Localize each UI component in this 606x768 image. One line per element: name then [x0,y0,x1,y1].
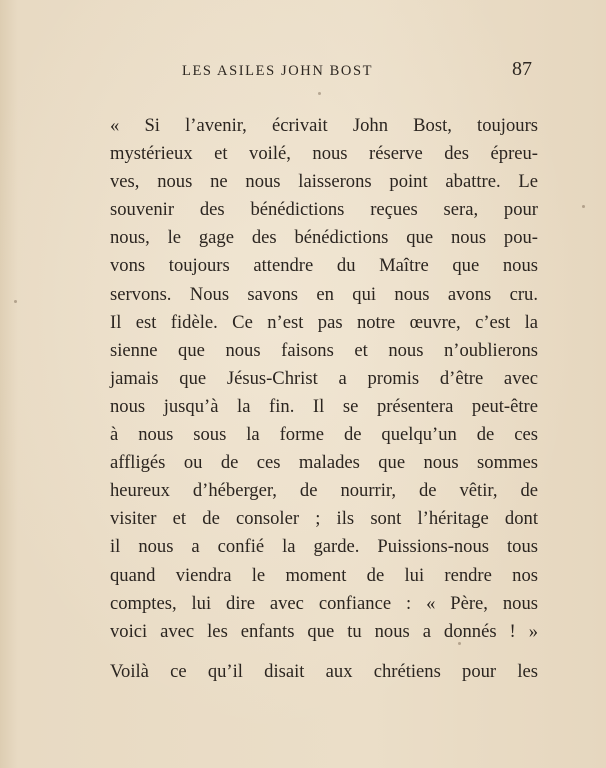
text-line: heureux d’héberger, de nourrir, de vêtir, de [110,480,538,502]
text-line: à nous sous la forme de quelqu’un de ces [110,424,538,446]
text-line: jamais que Jésus-Christ a promis d’être avec [110,367,538,389]
page-number: 87 [512,58,532,80]
text-line: vons toujours attendre du Maître que nous [110,255,538,277]
text-line: Voilà ce qu’il disait aux chrétiens pour les [110,661,538,682]
paper-speck [14,300,17,303]
text-line: affligés ou de ces malades que nous sommes [110,452,538,474]
text-line: nous, le gage des bénédictions que nous pou- [110,227,538,249]
paper-speck [318,92,321,95]
text-line: ves, nous ne nous laisserons point abattre. Le [110,171,538,193]
paper-speck [458,642,461,645]
text-line: Il est fidèle. Ce n’est pas notre œuvre, c’est la [110,311,538,333]
text-line: « Si l’avenir, écrivait John Bost, toujours [110,115,538,136]
paragraph-2 [110,658,538,686]
text-line: servons. Nous savons en qui nous avons cru. [110,283,538,305]
text-line: voici avec les enfants que tu nous a donnés ! » [110,620,538,642]
text-line: souvenir des bénédictions reçues sera, pour [110,199,538,221]
text-line: sienne que nous faisons et nous n’oublierons [110,339,538,361]
text-line: comptes, lui dire avec confiance : « Père, nous [110,592,538,614]
text-line: il nous a confié la garde. Puissions-nous tous [110,536,538,558]
text-line: quand viendra le moment de lui rendre nos [110,564,538,586]
paragraph-1 [110,112,538,646]
running-title: LES ASILES JOHN BOST [182,63,374,79]
text-line: mystérieux et voilé, nous réserve des épreu- [110,143,538,165]
paper-speck [582,205,585,208]
text-line: nous jusqu’à la fin. Il se présentera peut-être [110,395,538,417]
text-line: visiter et de consoler ; ils sont l’héritage dont [110,508,538,530]
running-head [110,60,540,84]
